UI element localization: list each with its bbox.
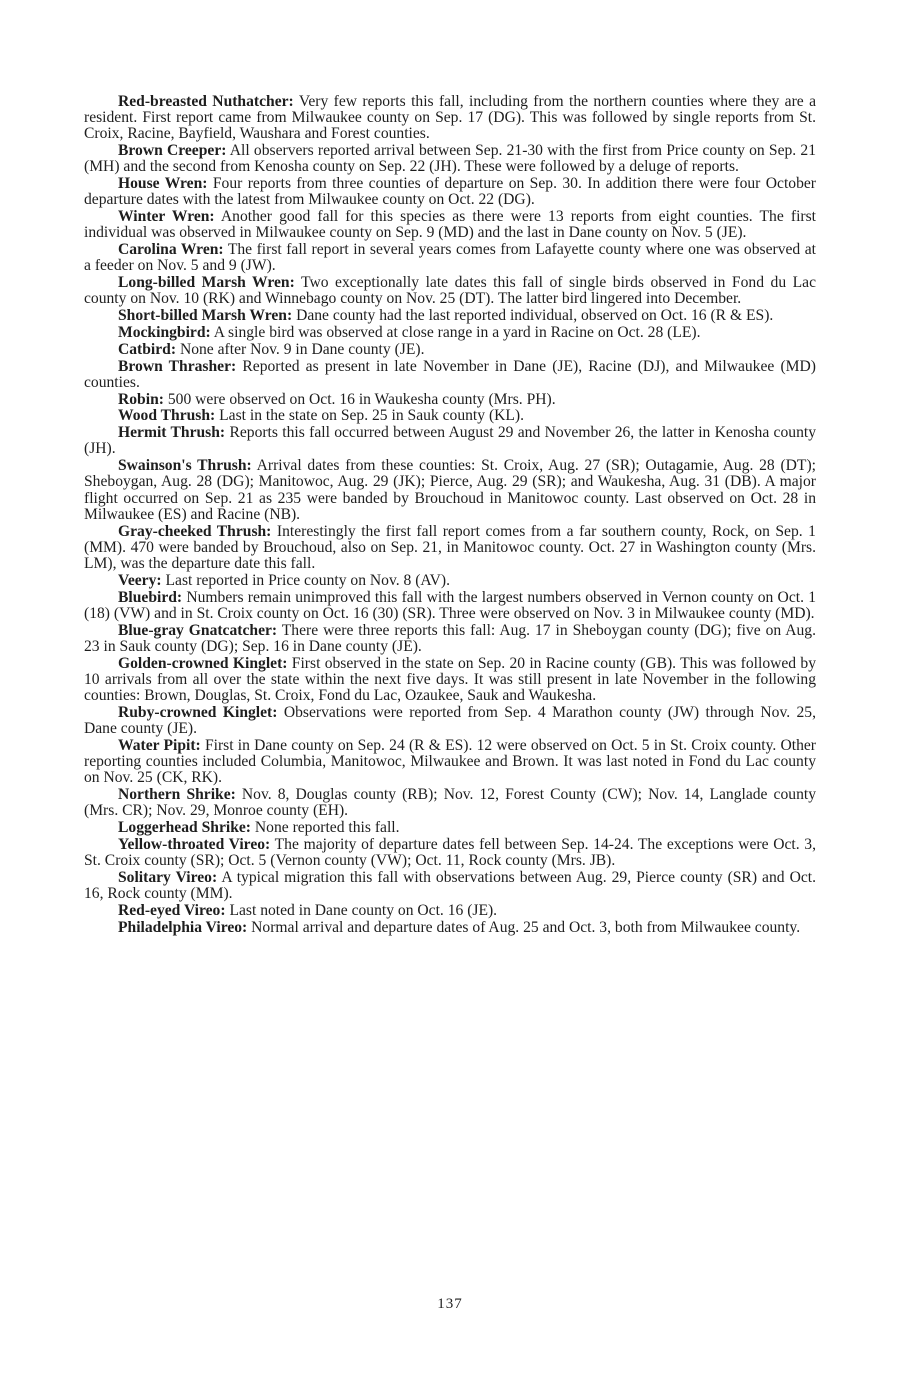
species-name: Red-eyed Vireo: [118,901,226,919]
species-note: First in Dane county on Sep. 24 (R & ES). 12 were observed on Oct. 5 in St. Croix county. Other reporting counties included Columbia, Manitowoc, Milwaukee and Brown. It was last noted in Fond du Lac county on Nov. 25 (CK, RK). [84,736,817,787]
species-name: Short-billed Marsh Wren: [118,307,293,325]
species-name: Red-breasted Nuthatcher: [118,93,294,110]
species-name: Bluebird: [118,588,183,606]
species-note: The first fall report in several years comes from Lafayette county where one was observed at a feeder on Nov. 5 and 9 (JW). [84,241,816,275]
species-entry [84,176,816,208]
species-note: Reports this fall occurred between August 29 and November 26, the latter in Kenosha county (JH). [84,424,816,458]
species-note: Another good fall for this species as there were 13 reports from eight counties. The first individual was observed in Milwaukee county on Sep. 9 (MD) and the last in Dane county on Nov. 5 (JE). [84,208,816,242]
species-note: Last reported in Price county on Nov. 8 (AV). [165,571,451,589]
species-entry [84,623,816,655]
species-entry [84,308,816,324]
species-entry [84,342,816,358]
species-note: A single bird was observed at close range in a yard in Racine on Oct. 28 (LE). [213,324,701,341]
species-note: Normal arrival and departure dates of Aug. 25 and Oct. 3, both from Milwaukee county. [251,918,801,936]
species-note: The majority of departure dates fell between Sep. 14-24. The exceptions were Oct. 3, St. Croix county (SR); Oct. 5 (Vernon county (VW); Oct. 11, Rock county (Mrs. JB). [84,835,816,869]
species-entry [84,573,816,589]
species-name: Winter Wren: [118,208,215,226]
species-note: Four reports from three counties of departure on Sep. 30. In addition there were four October departure dates with the latest from Milwaukee county on Oct. 22 (DG). [84,175,816,209]
species-note: Very few reports this fall, including from the northern counties where they are a resident. First report came from Milwaukee county on Sep. 17 (DG). This was followed by single reports from St. Croix, Racine, Bayfield, Waushara and Forest counties. [84,93,816,143]
species-entry [84,359,816,391]
species-name: Veery: [118,571,162,589]
species-entry [84,787,816,819]
species-note: Numbers remain unimproved this fall with the largest numbers observed in Vernon county on Oct. 1 (18) (VW) and in St. Croix county on Oct. 16 (30) (SR). Three were observed on Nov. 3 in Milwaukee county (MD). [84,588,816,622]
species-name: Long-billed Marsh Wren: [118,274,295,292]
species-name: Brown Thrasher: [118,357,237,375]
species-name: Wood Thrush: [118,407,216,425]
species-entry [84,242,816,274]
species-note: 500 were observed on Oct. 16 in Waukesha county (Mrs. PH). [167,390,556,408]
species-note: Arrival dates from these counties: St. Croix, Aug. 27 (SR); Outagamie, Aug. 28 (DT); Sheboygan, Aug. 28 (DG); Manitowoc, Aug. 29 (JK); Pierce, Aug. 29 (SR); and Waukesha, Aug. 31 (DB). A major flight occurred on Sep. 21 as 235 were banded by Brouchoud in Manitowoc county. Last observed on Oct. 28 in Milwaukee (ES) and Racine (NB). [84,457,816,523]
species-name: Solitary Vireo: [118,868,218,886]
species-note: There were three reports this fall: Aug. 17 in Sheboygan county (DG); five on Aug. 23 in Sauk county (DG); Sep. 16 in Dane county (JE). [84,621,817,655]
species-name: Blue-gray Gnatcatcher: [118,621,278,639]
species-entry [84,837,816,869]
species-name: Yellow-throated Vireo: [118,835,271,853]
species-note: A typical migration this fall with observations between Aug. 29, Pierce county (SR) and Oct. 16, Rock county (MM). [84,868,816,902]
species-name: Mockingbird: [118,324,211,341]
species-entry [84,524,816,573]
species-note: Two exceptionally late dates this fall of single birds observed in Fond du Lac county on Nov. 10 (RK) and Winnebago county on Nov. 25 (DT). The latter bird lingered into December. [84,274,816,308]
page-body [84,94,816,936]
page-number: 137 [437,1296,463,1312]
species-note: Last noted in Dane county on Oct. 16 (JE). [229,901,498,919]
species-name: House Wren: [118,175,208,193]
species-note: First observed in the state on Sep. 20 in Racine county (GB). This was followed by 10 arrivals from all over the state within the next five days. It was still present in late November in the following counties: Brown, Douglas, St. Croix, Fond du Lac, Ozaukee, Sauk and Waukesha. [84,654,816,704]
species-note: Observations were reported from Sep. 4 Marathon county (JW) through Nov. 25, Dane county (JE). [84,703,817,737]
species-note: All observers reported arrival between Sep. 21-30 with the first from Price county on Sep. 21 (MH) and the second from Kenosha county on Sep. 22 (JH). These were followed by a deluge of reports. [84,142,816,176]
species-entry [84,820,816,836]
species-name: Northern Shrike: [118,786,236,803]
species-entry [84,458,816,523]
species-name: Ruby-crowned Kinglet: [118,703,278,721]
species-name: Hermit Thrush: [118,424,226,442]
species-entry [84,392,816,408]
species-entry [84,590,816,622]
species-note: Last in the state on Sep. 25 in Sauk county (KL). [219,407,525,425]
species-entry [84,656,816,705]
species-name: Loggerhead Shrike: [118,819,251,836]
species-name: Golden-crowned Kinglet: [118,654,288,672]
species-name: Water Pipit: [118,736,201,754]
species-note: Interestingly the first fall report comes from a far southern county, Rock, on Sep. 1 (MM). 470 were banded by Brouchoud, also on Sep. 21, in Manitowoc county. Oct. 27 in Washington county (Mrs. LM), was the departure date this fall. [84,522,816,572]
species-entry [84,325,816,341]
species-entry [84,425,816,457]
species-entry [84,143,816,175]
species-entry [84,920,816,936]
species-note: Reported as present in late November in Dane (JE), Racine (DJ), and Milwaukee (MD) counties. [84,357,816,391]
species-note: None reported this fall. [254,819,400,836]
species-name: Swainson's Thrush: [118,457,252,475]
species-name: Robin: [118,390,164,408]
species-name: Gray-cheeked Thrush: [118,522,272,540]
species-name: Brown Creeper: [118,142,227,160]
species-entry [84,275,816,307]
species-entry [84,870,816,902]
species-entry [84,705,816,737]
species-entry [84,738,816,787]
species-entry [84,408,816,424]
species-entry [84,903,816,919]
species-entry [84,94,816,143]
species-name: Philadelphia Vireo: [118,918,248,936]
species-note: None after Nov. 9 in Dane county (JE). [179,340,425,358]
species-name: Carolina Wren: [118,241,224,259]
species-note: Dane county had the last reported individual, observed on Oct. 16 (R & ES). [296,307,774,325]
species-name: Catbird: [118,340,177,358]
species-note: Nov. 8, Douglas county (RB); Nov. 12, Forest County (CW); Nov. 14, Langlade county (Mrs. CR); Nov. 29, Monroe county (EH). [84,786,816,820]
species-entry [84,209,816,241]
